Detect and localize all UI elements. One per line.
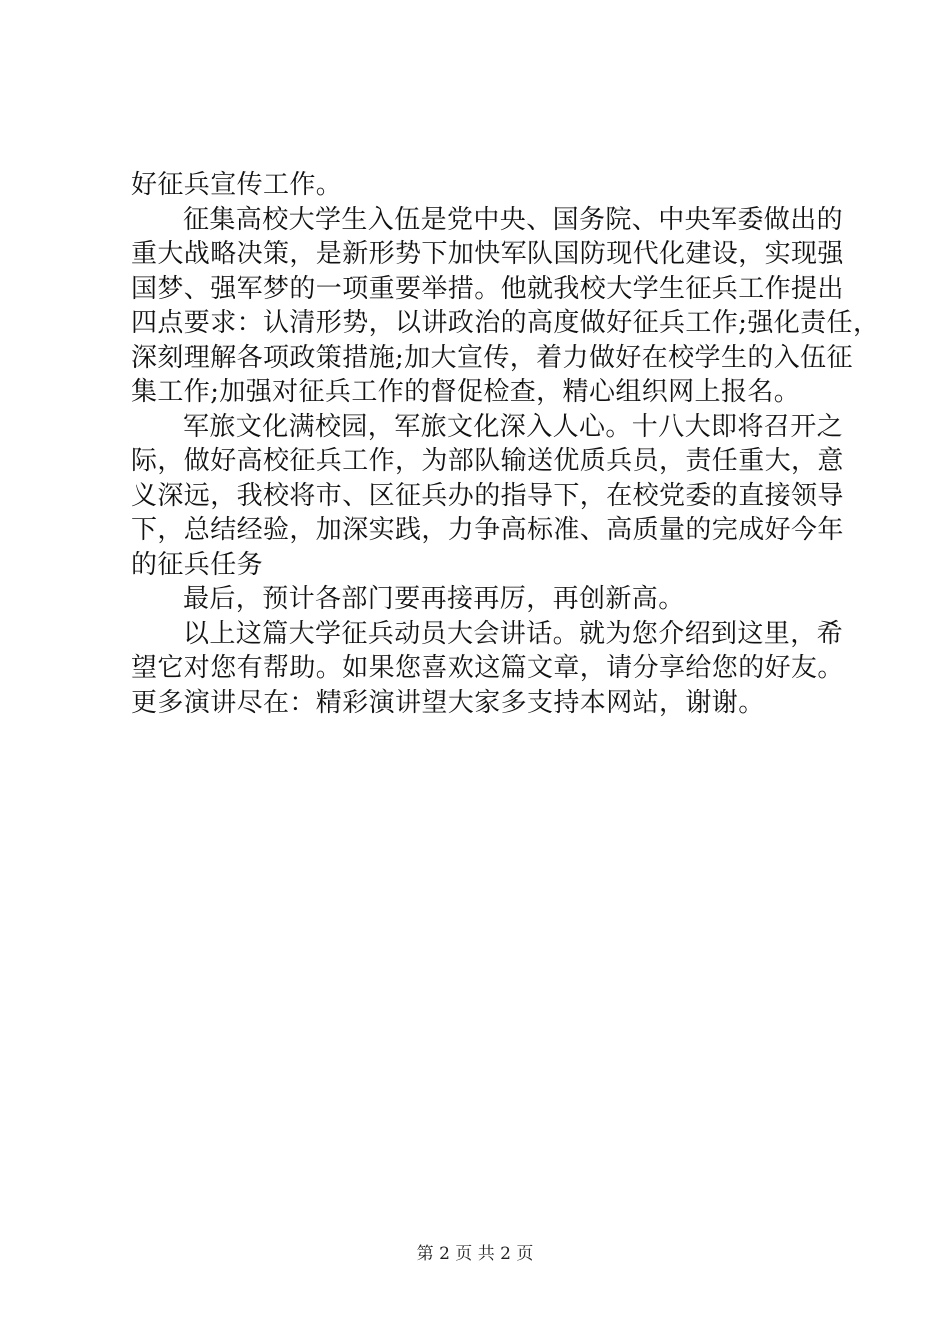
text-line: 重大战略决策，是新形势下加快军队国防现代化建设，实现强 xyxy=(131,239,844,269)
text-line: 深刻理解各项政策措施;加大宣传，着力做好在校学生的入伍征 xyxy=(131,342,853,373)
text-line: 最后，预计各部门要再接再厉，再创新高。 xyxy=(183,584,685,614)
text-line: 好征兵宣传工作。 xyxy=(131,170,343,200)
text-line: 以上这篇大学征兵动员大会讲话。就为您介绍到这里，希 xyxy=(183,618,844,649)
text-line: 四点要求：认清形势，以讲政治的高度做好征兵工作;强化责任， xyxy=(131,308,880,338)
text-line: 下，总结经验，加深实践，力争高标准、高质量的完成好今年 xyxy=(131,515,844,545)
document-body xyxy=(131,168,880,720)
text-line: 的征兵任务 xyxy=(131,549,264,580)
text-line: 军旅文化满校园，军旅文化深入人心。十八大即将召开之 xyxy=(183,411,844,442)
text-line: 更多演讲尽在：精彩演讲望大家多支持本网站，谢谢。 xyxy=(131,687,765,718)
text-line: 际，做好高校征兵工作，为部队输送优质兵员，责任重大，意 xyxy=(131,446,844,476)
text-line: 集工作;加强对征兵工作的督促检查，精心组织网上报名。 xyxy=(131,377,801,407)
text-line: 征集高校大学生入伍是党中央、国务院、中央军委做出的 xyxy=(183,204,844,235)
text-line: 义深远，我校将市、区征兵办的指导下，在校党委的直接领导 xyxy=(131,480,844,511)
text-line: 望它对您有帮助。如果您喜欢这篇文章，请分享给您的好友。 xyxy=(131,653,844,683)
page-number-footer: 第 2 页 共 2 页 xyxy=(416,1244,534,1264)
text-line: 国梦、强军梦的一项重要举措。他就我校大学生征兵工作提出 xyxy=(131,273,844,304)
